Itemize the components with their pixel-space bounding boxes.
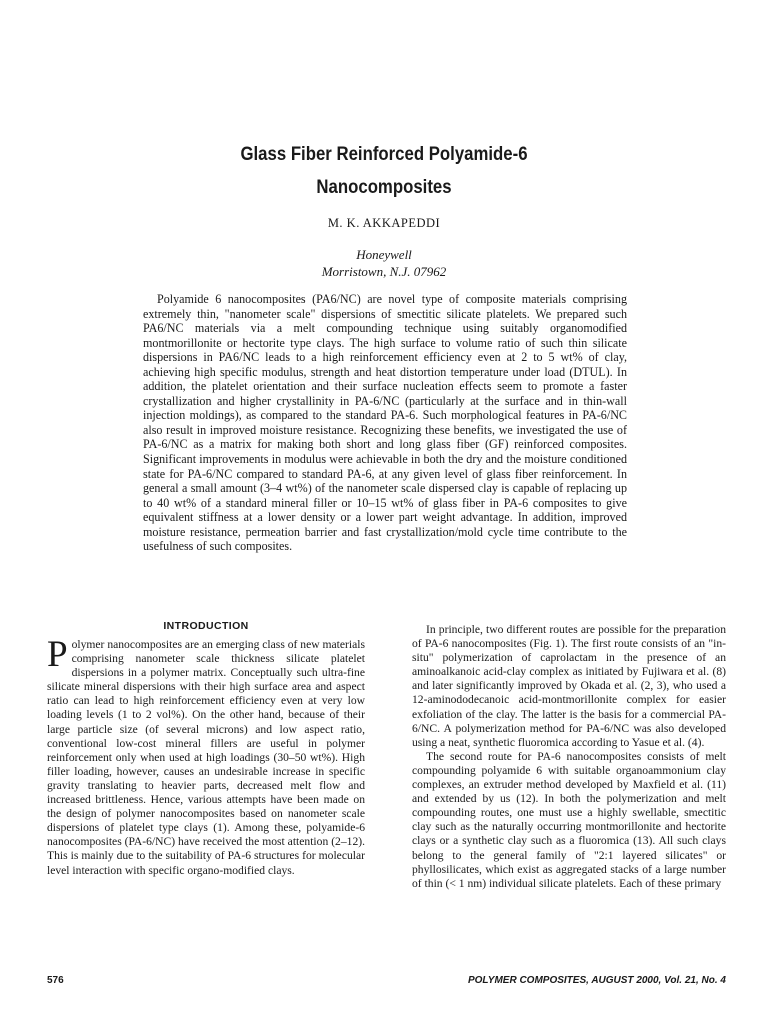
- abstract: Polyamide 6 nanocomposites (PA6/NC) are novel type of composite materials comprising extremely thin, "nanometer scale" dispersions of smectitic silicate platelets. We prepared such PA6/NC materials via a melt compounding technique using suitably organomodified montmorillonite or hectorite type clays. The high surface to volume ratio of such thin silicate dispersions in PA6/NC leads to a high reinforcement efficiency even at 2 to 5 wt% of clay, achieving high specific modulus, strength and heat distortion temperature under load (DTUL). In addition, the platelet orientation and their surface nucleation effects seem to promote a faster crystallization and higher crystallinity in PA-6/NC (particularly at the surface and in thin-wall injection moldings), as compared to the standard PA-6. Such morphological features in PA-6/NC also result in improved moisture resistance. Recognizing these benefits, we investigated the use of PA-6/NC as a matrix for making both short and long glass fiber (GF) reinforced composites. Significant improvements in modulus were achievable in both the dry and the moisture conditioned state for PA-6/NC compared to standard PA-6, at any given level of glass fiber reinforcement. In general a small amount (3–4 wt%) of the nanometer scale dispersed clay is capable of replacing up to 40 wt% of a standard mineral filler or 10–15 wt% of glass fiber in PA-6 composites to give equivalent stiffness at a lower density or a lower part weight advantage. In addition, improved moisture resistance, permeation barrier and fast crystallization/mold cycle time contribute to the usefulness of such composites.: [143, 292, 627, 554]
- right-column: [412, 623, 726, 891]
- right-paragraph-1: In principle, two different routes are possible for the preparation of PA-6 nanocomposites (Fig. 1). The first route consists of an "in-situ" polymerization of caprolactam in the presence of an aminoalkanoic acid-clay complex as initiated by Fujiwara et al. (8) and later significantly improved by Okada et al. (2, 3), who used a 12-aminododecanoic acid-montmorillonite complex for easier exfoliation of the clay. The latter is the basis for a commercial PA-6/NC. A polymerization method for PA-6/NC was also developed using a neat, synthetic fluoromica according to Yasue et al. (4).: [412, 623, 726, 749]
- intro-paragraph-1-text: olymer nanocomposites are an emerging class of new materials comprising nanometer scale thickness silicate platelet dispersions in a polymer matrix. Conceptually such ultra-fine silicate mineral dispersions with their high surface area and aspect ratio can lead to high reinforcement efficiency even at very low loading levels (1 to 2 vol%). On the other hand, because of their large particle size (of several microns) and low aspect ratio, conventional low-cost mineral fillers are useful in polymer reinforcement only when used at high loadings (30–50 wt%). High filler loading, however, causes an undesirable increase in specific gravity translating to heavier parts, decreased melt flow and increased brittleness. Hence, various attempts have been made on the design of polymer nanocomposites based on nanometer scale dispersions of platelet type clays (1). Among these, polyamide-6 nanocomposites (PA-6/NC) have received the most attention (2–12). This is mainly due to the suitability of PA-6 structures for molecular level interaction with specific organo-modified clays.: [47, 638, 365, 877]
- affiliation-org: Honeywell: [356, 247, 412, 262]
- left-column: [47, 620, 365, 878]
- page-number: 576: [47, 975, 64, 986]
- paper-title: [54, 138, 714, 204]
- affiliation-location: Morristown, N.J. 07962: [321, 264, 447, 279]
- author: M. K. AKKAPEDDI: [327, 216, 441, 230]
- intro-paragraph-1: [47, 634, 365, 878]
- affiliation: [0, 246, 768, 280]
- title-line-1: Glass Fiber Reinforced Polyamide-6: [240, 143, 528, 165]
- right-paragraph-2: The second route for PA-6 nanocomposites consists of melt compounding polyamide 6 with suitable organoammonium clay complexes, an extruder method developed by Maxfield et al. (11) and extended by us (12). In both the polymerization and melt compounding routes, one must use a highly swellable, smectitic clay such as the naturally occurring montmorillonite and hectorite clays or a synthetic clay such as a fluoromica (13). All such clays belong to the general family of "2:1 layered silicates" or phyllosilicates, which exist as aggregated stacks of a large number of thin (< 1 nm) individual silicate platelets. Each of these primary: [412, 749, 726, 890]
- drop-cap: P: [47, 634, 68, 675]
- section-heading-introduction: INTRODUCTION: [163, 620, 249, 632]
- title-line-2: Nanocomposites: [316, 176, 452, 198]
- column-gutter: [383, 630, 384, 960]
- journal-footer: POLYMER COMPOSITES, AUGUST 2000, Vol. 21, No. 4: [467, 975, 726, 986]
